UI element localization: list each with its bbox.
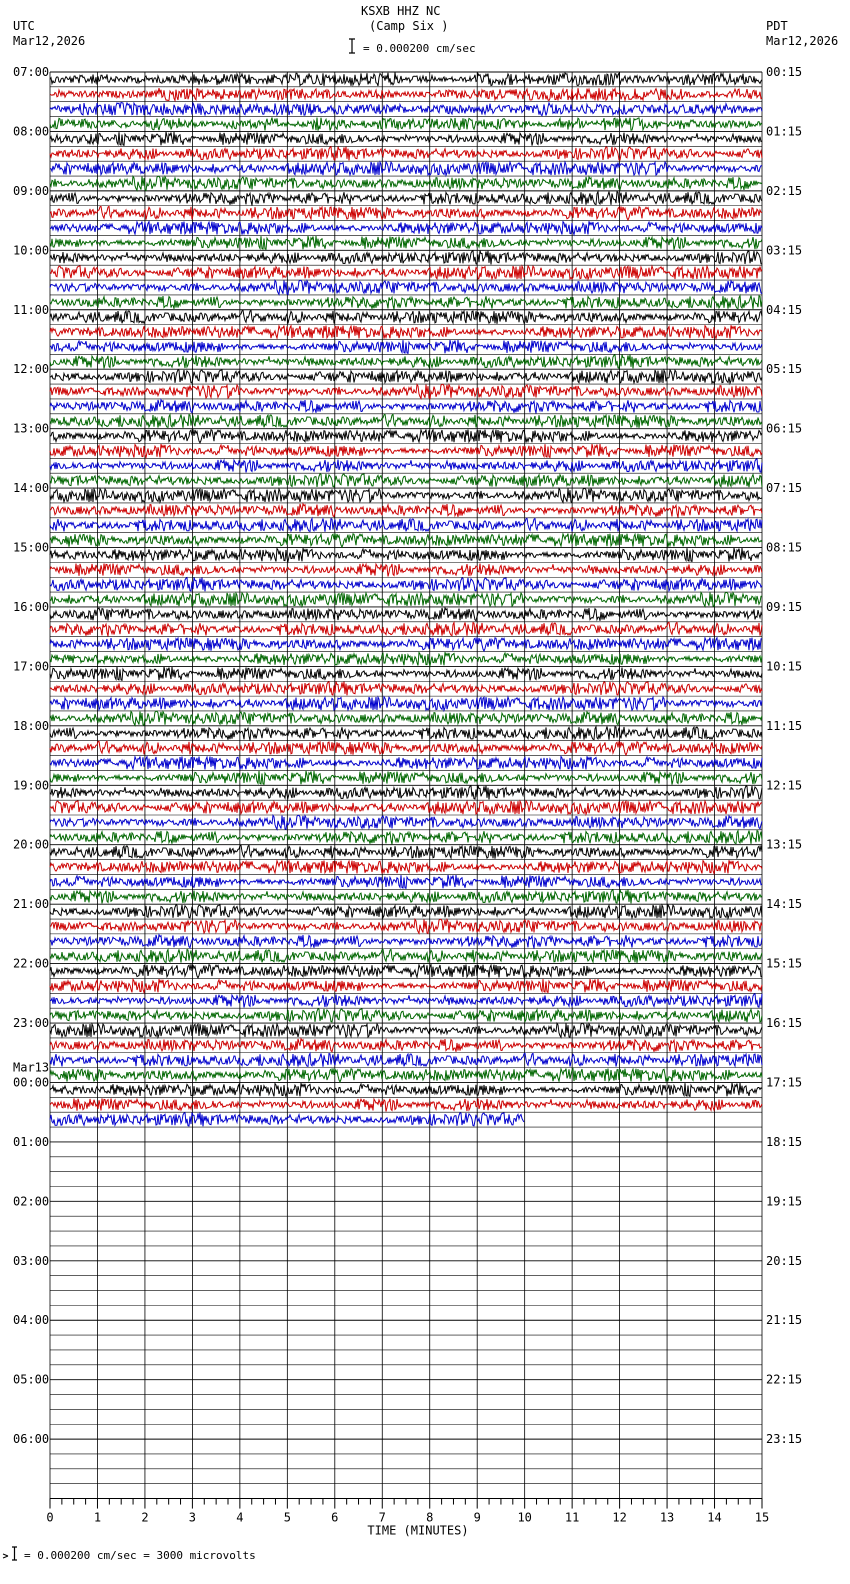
right-hour-label: 05:15 bbox=[766, 362, 803, 377]
seismic-trace bbox=[50, 771, 762, 785]
seismic-trace bbox=[50, 192, 762, 206]
seismic-trace bbox=[50, 429, 762, 443]
seismic-trace bbox=[50, 578, 762, 592]
x-tick-label: 8 bbox=[426, 1510, 434, 1525]
seismic-trace bbox=[50, 815, 762, 829]
left-hour-label: 05:00 bbox=[13, 1372, 50, 1387]
left-hour-label: 09:00 bbox=[13, 183, 50, 198]
right-hour-label: 19:15 bbox=[766, 1194, 803, 1209]
x-tick-label: 14 bbox=[707, 1510, 722, 1525]
right-hour-label: 07:15 bbox=[766, 481, 803, 496]
seismic-trace bbox=[50, 608, 762, 621]
x-tick-label: 1 bbox=[93, 1510, 102, 1525]
left-hour-label: 22:00 bbox=[13, 956, 50, 971]
seismic-trace bbox=[50, 875, 762, 888]
seismic-trace bbox=[50, 355, 762, 369]
seismic-trace bbox=[50, 384, 762, 398]
right-hour-label: 11:15 bbox=[766, 718, 803, 733]
seismic-trace bbox=[50, 593, 762, 607]
seismic-trace bbox=[50, 280, 762, 294]
x-tick-label: 0 bbox=[46, 1510, 54, 1525]
seismic-trace bbox=[50, 548, 762, 561]
seismic-trace bbox=[50, 935, 762, 949]
x-tick-label: 10 bbox=[517, 1510, 532, 1525]
seismic-trace bbox=[50, 236, 762, 250]
x-tick-label: 2 bbox=[141, 1510, 149, 1525]
seismic-trace bbox=[50, 147, 762, 161]
left-hour-label: 18:00 bbox=[13, 718, 50, 733]
seismic-trace bbox=[50, 251, 762, 265]
seismic-trace bbox=[50, 176, 762, 190]
x-axis-label: TIME (MINUTES) bbox=[367, 1523, 469, 1538]
seismic-trace bbox=[50, 504, 762, 518]
seismic-trace bbox=[50, 1098, 762, 1111]
seismic-trace bbox=[50, 741, 762, 755]
seismic-trace bbox=[50, 1053, 762, 1066]
seismic-trace bbox=[50, 786, 762, 800]
footer-arrow-icon bbox=[3, 1554, 8, 1558]
right-hour-label: 06:15 bbox=[766, 421, 803, 436]
x-tick-label: 5 bbox=[283, 1510, 291, 1525]
seismic-trace bbox=[50, 622, 762, 636]
x-tick-label: 12 bbox=[612, 1510, 627, 1525]
seismic-trace bbox=[50, 1023, 762, 1037]
seismic-trace bbox=[50, 459, 762, 473]
left-hour-label: 02:00 bbox=[13, 1194, 50, 1209]
right-hour-label: 00:15 bbox=[766, 65, 803, 79]
seismic-trace bbox=[50, 949, 762, 963]
seismic-trace bbox=[50, 370, 762, 384]
seismic-trace bbox=[50, 682, 762, 696]
left-timezone: UTC bbox=[13, 19, 35, 33]
left-hour-label: 03:00 bbox=[13, 1253, 50, 1268]
right-hour-label: 03:15 bbox=[766, 243, 803, 258]
left-hour-label: 19:00 bbox=[13, 778, 50, 793]
scale-label: = 0.000200 cm/sec bbox=[363, 42, 476, 55]
seismic-trace bbox=[50, 697, 762, 710]
right-hour-label: 20:15 bbox=[766, 1253, 803, 1268]
x-tick-label: 13 bbox=[659, 1510, 675, 1525]
right-hour-label: 18:15 bbox=[766, 1134, 803, 1149]
seismic-trace bbox=[50, 221, 762, 234]
seismic-trace bbox=[50, 474, 762, 487]
station-title: KSXB HHZ NC bbox=[361, 4, 441, 18]
seismic-trace bbox=[50, 325, 762, 338]
seismic-trace bbox=[50, 964, 762, 978]
x-tick-label: 15 bbox=[754, 1510, 770, 1525]
x-tick-label: 3 bbox=[188, 1510, 197, 1525]
seismic-trace bbox=[50, 296, 762, 310]
seismic-trace bbox=[50, 845, 762, 859]
footer-scale-note: = 0.000200 cm/sec = 3000 microvolts bbox=[24, 1549, 256, 1562]
seismic-trace bbox=[50, 1039, 762, 1053]
right-timezone: PDT bbox=[766, 19, 788, 33]
footer-scale-bar-icon bbox=[12, 1547, 17, 1560]
right-hour-label: 14:15 bbox=[766, 897, 803, 912]
seismic-trace bbox=[50, 1068, 762, 1082]
seismic-trace bbox=[50, 102, 762, 115]
seismic-trace bbox=[50, 994, 762, 1008]
right-hour-label: 23:15 bbox=[766, 1432, 803, 1447]
seismic-trace bbox=[50, 756, 762, 769]
left-hour-label: 01:00 bbox=[13, 1134, 50, 1149]
seismic-trace bbox=[50, 890, 762, 904]
seismic-trace bbox=[50, 400, 762, 414]
station-location: (Camp Six ) bbox=[369, 19, 449, 33]
right-hour-label: 08:15 bbox=[766, 540, 803, 555]
seismic-trace bbox=[50, 979, 762, 992]
seismic-trace bbox=[50, 266, 762, 279]
seismic-trace bbox=[50, 162, 762, 175]
x-tick-label: 11 bbox=[564, 1510, 580, 1525]
seismic-trace bbox=[50, 206, 762, 220]
seismic-trace bbox=[50, 667, 762, 681]
right-hour-label: 01:15 bbox=[766, 124, 803, 139]
seismic-trace bbox=[50, 444, 762, 457]
seismic-trace bbox=[50, 1009, 762, 1022]
x-tick-label: 4 bbox=[236, 1510, 244, 1525]
left-hour-label: 23:00 bbox=[13, 1016, 50, 1031]
seismic-trace bbox=[50, 831, 762, 845]
left-hour-label: 00:00 bbox=[13, 1075, 50, 1090]
x-tick-label: 9 bbox=[473, 1510, 481, 1525]
right-hour-label: 13:15 bbox=[766, 837, 803, 852]
seismic-trace bbox=[50, 637, 762, 651]
left-hour-label: 06:00 bbox=[13, 1432, 50, 1447]
left-hour-label: 11:00 bbox=[13, 302, 50, 317]
seismic-trace bbox=[50, 88, 762, 100]
seismic-trace bbox=[50, 652, 762, 665]
seismic-trace bbox=[50, 860, 762, 873]
left-hour-label: 14:00 bbox=[13, 481, 50, 496]
right-hour-label: 21:15 bbox=[766, 1313, 803, 1328]
left-hour-label: 13:00 bbox=[13, 421, 50, 436]
seismic-trace bbox=[50, 564, 762, 577]
seismic-trace bbox=[50, 1083, 762, 1096]
left-hour-label: 16:00 bbox=[13, 599, 50, 614]
right-hour-label: 16:15 bbox=[766, 1016, 803, 1031]
left-hour-label: 10:00 bbox=[13, 243, 50, 258]
left-hour-label: 17:00 bbox=[13, 659, 50, 674]
seismic-trace bbox=[50, 711, 762, 725]
x-tick-label: 6 bbox=[331, 1510, 339, 1525]
seismic-trace bbox=[50, 414, 762, 428]
left-hour-label: 21:00 bbox=[13, 897, 50, 912]
seismic-trace bbox=[50, 919, 762, 933]
left-date: Mar12,2026 bbox=[13, 34, 86, 48]
left-hour-label: 04:00 bbox=[13, 1313, 50, 1328]
seismic-trace bbox=[50, 118, 762, 131]
right-hour-label: 04:15 bbox=[766, 302, 803, 317]
seismic-trace bbox=[50, 132, 762, 146]
seismic-trace bbox=[50, 727, 762, 741]
right-date: Mar12,2026 bbox=[766, 34, 839, 48]
seismic-trace bbox=[50, 533, 762, 547]
date-change-label: Mar13 bbox=[13, 1060, 50, 1075]
right-hour-label: 17:15 bbox=[766, 1075, 803, 1090]
seismic-trace bbox=[50, 310, 762, 324]
seismic-trace bbox=[50, 73, 762, 86]
right-hour-label: 12:15 bbox=[766, 778, 803, 793]
seismic-trace bbox=[50, 905, 762, 919]
seismic-trace bbox=[50, 340, 762, 353]
left-hour-label: 08:00 bbox=[13, 124, 50, 139]
left-hour-label: 20:00 bbox=[13, 837, 50, 852]
x-tick-label: 7 bbox=[378, 1510, 386, 1525]
right-hour-label: 10:15 bbox=[766, 659, 803, 674]
seismic-trace bbox=[50, 518, 762, 531]
left-hour-label: 07:00 bbox=[13, 65, 50, 79]
right-hour-label: 15:15 bbox=[766, 956, 803, 971]
right-hour-label: 02:15 bbox=[766, 183, 803, 198]
seismic-trace bbox=[50, 488, 762, 502]
scale-bar-icon bbox=[349, 39, 355, 53]
right-hour-label: 09:15 bbox=[766, 599, 803, 614]
right-hour-label: 22:15 bbox=[766, 1372, 803, 1387]
seismic-trace bbox=[50, 801, 762, 814]
left-hour-label: 12:00 bbox=[13, 362, 50, 377]
left-hour-label: 15:00 bbox=[13, 540, 50, 555]
